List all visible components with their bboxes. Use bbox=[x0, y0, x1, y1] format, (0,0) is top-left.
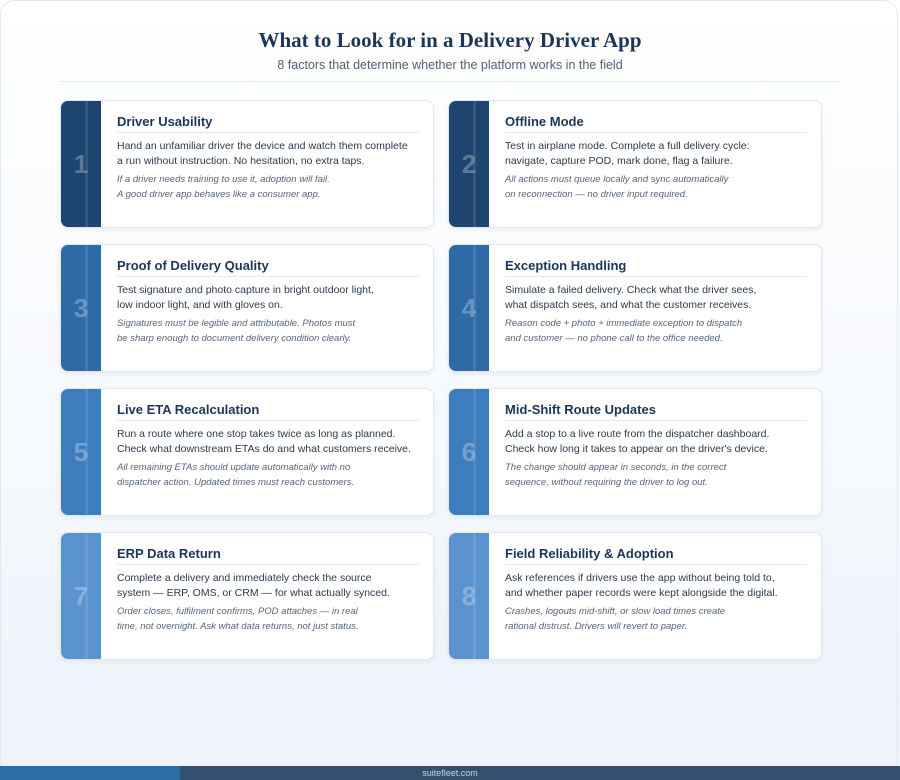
card-note bbox=[505, 460, 807, 490]
card-title: Live ETA Recalculation bbox=[117, 401, 419, 421]
card-note bbox=[505, 172, 807, 202]
note-line: The change should appear in seconds, in the correct bbox=[505, 462, 727, 473]
card-body bbox=[117, 401, 419, 490]
card-description bbox=[505, 283, 807, 312]
card-body bbox=[505, 401, 807, 490]
card-number: 1 bbox=[73, 148, 89, 179]
card-number: 5 bbox=[73, 436, 89, 467]
note-line: If a driver needs training to use it, adoption will fail. bbox=[117, 174, 330, 185]
card-body bbox=[505, 113, 807, 202]
factor-card-2 bbox=[448, 100, 822, 228]
card-number: 3 bbox=[73, 292, 89, 323]
description-line: a run without instruction. No hesitation, no extra taps. bbox=[117, 154, 365, 167]
description-line: system — ERP, OMS, or CRM — for what actually synced. bbox=[117, 586, 390, 599]
description-line: Ask references if drivers use the app without being told to, bbox=[505, 572, 775, 584]
note-line: A good driver app behaves like a consumer app. bbox=[117, 189, 321, 200]
card-note bbox=[117, 460, 419, 490]
card-note bbox=[505, 604, 807, 634]
note-line: sequence, without requiring the driver to log out. bbox=[505, 477, 708, 488]
card-number: 4 bbox=[461, 292, 477, 323]
factor-card-3 bbox=[60, 244, 434, 372]
card-title: Driver Usability bbox=[117, 113, 419, 133]
card-description bbox=[505, 571, 807, 600]
description-line: Check what downstream ETAs do and what customers receive. bbox=[117, 442, 411, 455]
note-line: be sharp enough to document delivery condition clearly. bbox=[117, 333, 352, 344]
description-line: Test signature and photo capture in bright outdoor light, bbox=[117, 284, 374, 296]
card-title: ERP Data Return bbox=[117, 545, 419, 565]
note-line: time, not overnight. Ask what data returns, not just status. bbox=[117, 621, 359, 632]
description-line: Add a stop to a live route from the dispatcher dashboard. bbox=[505, 428, 770, 440]
description-line: what dispatch sees, and what the customer receives. bbox=[505, 298, 752, 311]
note-line: All remaining ETAs should update automatically with no bbox=[117, 462, 351, 473]
note-line: on reconnection — no driver input required. bbox=[505, 189, 688, 200]
note-line: Signatures must be legible and attributable. Photos must bbox=[117, 318, 356, 329]
page-header bbox=[0, 26, 900, 73]
card-number: 6 bbox=[461, 436, 477, 467]
factor-card-6 bbox=[448, 388, 822, 516]
card-title: Proof of Delivery Quality bbox=[117, 257, 419, 277]
card-note bbox=[117, 172, 419, 202]
card-number: 2 bbox=[461, 148, 477, 179]
footer-website[interactable]: suitefleet.com bbox=[422, 768, 478, 778]
card-title: Exception Handling bbox=[505, 257, 807, 277]
card-number: 8 bbox=[461, 580, 477, 611]
description-line: low indoor light, and with gloves on. bbox=[117, 298, 283, 311]
card-description bbox=[505, 139, 807, 168]
card-description bbox=[117, 427, 419, 456]
card-description bbox=[505, 427, 807, 456]
header-divider bbox=[60, 81, 840, 82]
card-body bbox=[505, 545, 807, 634]
note-line: Crashes, logouts mid-shift, or slow load times create bbox=[505, 606, 726, 617]
card-body bbox=[505, 257, 807, 346]
page-title: What to Look for in a Delivery Driver App bbox=[258, 28, 642, 52]
note-line: and customer — no phone call to the office needed. bbox=[505, 333, 723, 344]
card-body bbox=[117, 113, 419, 202]
description-line: navigate, capture POD, mark done, flag a failure. bbox=[505, 154, 733, 167]
card-description bbox=[117, 571, 419, 600]
page-subtitle: 8 factors that determine whether the platform works in the field bbox=[277, 58, 623, 72]
note-line: dispatcher action. Updated times must reach customers. bbox=[117, 477, 355, 488]
card-title: Offline Mode bbox=[505, 113, 807, 133]
card-note bbox=[117, 316, 419, 346]
card-note bbox=[505, 316, 807, 346]
card-description bbox=[117, 139, 419, 168]
card-title: Mid-Shift Route Updates bbox=[505, 401, 807, 421]
description-line: Complete a delivery and immediately check the source bbox=[117, 572, 372, 584]
card-description bbox=[117, 283, 419, 312]
description-line: Simulate a failed delivery. Check what the driver sees, bbox=[505, 284, 757, 296]
note-line: Reason code + photo + immediate exception to dispatch bbox=[505, 318, 743, 329]
card-body bbox=[117, 545, 419, 634]
factor-card-4 bbox=[448, 244, 822, 372]
factor-card-1 bbox=[60, 100, 434, 228]
description-line: Check how long it takes to appear on the driver's device. bbox=[505, 442, 768, 455]
note-line: rational distrust. Drivers will revert to paper. bbox=[505, 621, 688, 632]
factor-card-7 bbox=[60, 532, 434, 660]
card-body bbox=[117, 257, 419, 346]
card-note bbox=[117, 604, 419, 634]
factor-card-5 bbox=[60, 388, 434, 516]
description-line: Test in airplane mode. Complete a full delivery cycle: bbox=[505, 140, 750, 152]
description-line: Run a route where one stop takes twice as long as planned. bbox=[117, 428, 396, 440]
card-number: 7 bbox=[73, 580, 89, 611]
description-line: and whether paper records were kept alongside the digital. bbox=[505, 586, 778, 599]
card-title: Field Reliability & Adoption bbox=[505, 545, 807, 565]
footer-bar bbox=[0, 766, 900, 780]
note-line: All actions must queue locally and sync automatically bbox=[505, 174, 729, 185]
description-line: Hand an unfamiliar driver the device and watch them complete bbox=[117, 140, 408, 152]
factor-card-8 bbox=[448, 532, 822, 660]
note-line: Order closes, fulfilment confirms, POD attaches — in real bbox=[117, 606, 358, 617]
